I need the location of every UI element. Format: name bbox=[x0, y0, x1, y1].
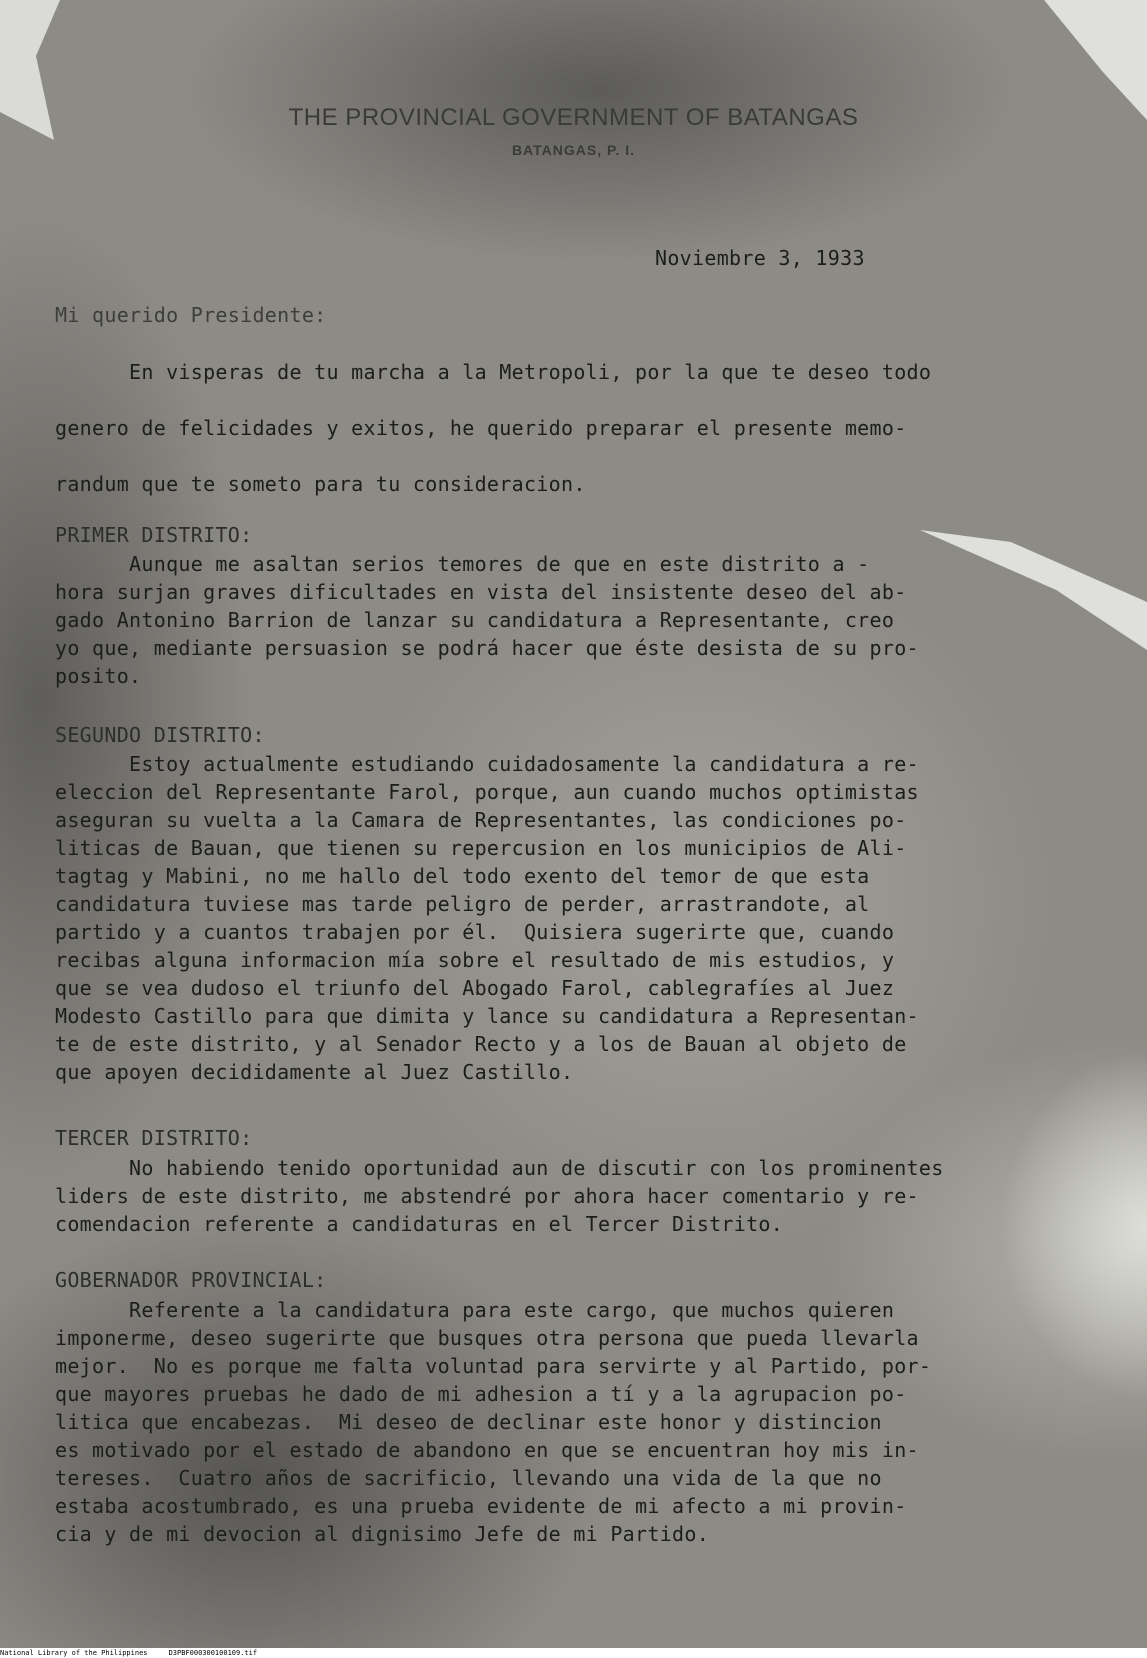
section-line: Modesto Castillo para que dimita y lance su candidatura a Representan- bbox=[55, 1004, 919, 1028]
section-line: que apoyen decididamente al Juez Castillo. bbox=[55, 1060, 574, 1084]
section-line: partido y a cuantos trabajen por él. Quisiera sugerirte que, cuando bbox=[55, 920, 895, 944]
section-line: gado Antonino Barrion de lanzar su candidatura a Representante, creo bbox=[55, 608, 895, 632]
section-line: eleccion del Representante Farol, porque, aun cuando muchos optimistas bbox=[55, 780, 919, 804]
section-line: es motivado por el estado de abandono en que se encuentran hoy mis in- bbox=[55, 1438, 919, 1462]
section-heading: SEGUNDO DISTRITO: bbox=[55, 723, 265, 747]
section-heading: GOBERNADOR PROVINCIAL: bbox=[55, 1268, 327, 1292]
section-line: litica que encabezas. Mi deseo de declinar este honor y distincion bbox=[55, 1410, 882, 1434]
section-line: que se vea dudoso el triunfo del Abogado Farol, cablegrafíes al Juez bbox=[55, 976, 895, 1000]
section-line: Estoy actualmente estudiando cuidadosamente la candidatura a re- bbox=[55, 752, 919, 776]
archive-footer: National Library of the Philippines D3PBF000300100109.tif bbox=[0, 1649, 258, 1657]
section-line: comendacion referente a candidaturas en el Tercer Distrito. bbox=[55, 1212, 784, 1236]
section-line: imponerme, deseo sugerirte que busques otra persona que pueda llevarla bbox=[55, 1326, 919, 1350]
section-line: tereses. Cuatro años de sacrificio, llevando una vida de la que no bbox=[55, 1466, 882, 1490]
section-line: yo que, mediante persuasion se podrá hacer que éste desista de su pro- bbox=[55, 636, 919, 660]
section-line: candidatura tuviese mas tarde peligro de perder, arrastrandote, al bbox=[55, 892, 870, 916]
section-line: liticas de Bauan, que tienen su repercusion en los municipios de Ali- bbox=[55, 836, 907, 860]
section-line: cia y de mi devocion al dignisimo Jefe de mi Partido. bbox=[55, 1522, 710, 1546]
salutation: Mi querido Presidente: bbox=[55, 303, 327, 327]
section-line: estaba acostumbrado, es una prueba evidente de mi afecto a mi provin- bbox=[55, 1494, 907, 1518]
section-line: No habiendo tenido oportunidad aun de discutir con los prominentes bbox=[55, 1156, 944, 1180]
section-line: posito. bbox=[55, 664, 142, 688]
letterhead-org: THE PROVINCIAL GOVERNMENT OF BATANGAS bbox=[288, 104, 859, 131]
intro-line: randum que te someto para tu consideracion. bbox=[55, 472, 586, 496]
letterhead-place: BATANGAS, P. I. bbox=[511, 142, 636, 158]
section-line: tagtag y Mabini, no me hallo del todo exento del temor de que esta bbox=[55, 864, 870, 888]
section-line: mejor. No es porque me falta voluntad para servirte y al Partido, por- bbox=[55, 1354, 932, 1378]
section-heading: TERCER DISTRITO: bbox=[55, 1126, 253, 1150]
intro-line: En visperas de tu marcha a la Metropoli, por la que te deseo todo bbox=[55, 360, 932, 384]
section-heading: PRIMER DISTRITO: bbox=[55, 523, 253, 547]
section-line: recibas alguna informacion mía sobre el resultado de mis estudios, y bbox=[55, 948, 895, 972]
letter-date: Noviembre 3, 1933 bbox=[655, 246, 865, 270]
section-line: que mayores pruebas he dado de mi adhesion a tí y a la agrupacion po- bbox=[55, 1382, 907, 1406]
faded-area-right bbox=[1000, 1050, 1147, 1400]
section-line: aseguran su vuelta a la Camara de Representantes, las condiciones po- bbox=[55, 808, 907, 832]
section-line: Aunque me asaltan serios temores de que en este distrito a - bbox=[55, 552, 870, 576]
section-line: hora surjan graves dificultades en vista del insistente deseo del ab- bbox=[55, 580, 907, 604]
section-line: Referente a la candidatura para este cargo, que muchos quieren bbox=[55, 1298, 895, 1322]
section-line: te de este distrito, y al Senador Recto y a los de Bauan al objeto de bbox=[55, 1032, 907, 1056]
section-line: liders de este distrito, me abstendré por ahora hacer comentario y re- bbox=[55, 1184, 919, 1208]
intro-line: genero de felicidades y exitos, he querido preparar el presente memo- bbox=[55, 416, 907, 440]
